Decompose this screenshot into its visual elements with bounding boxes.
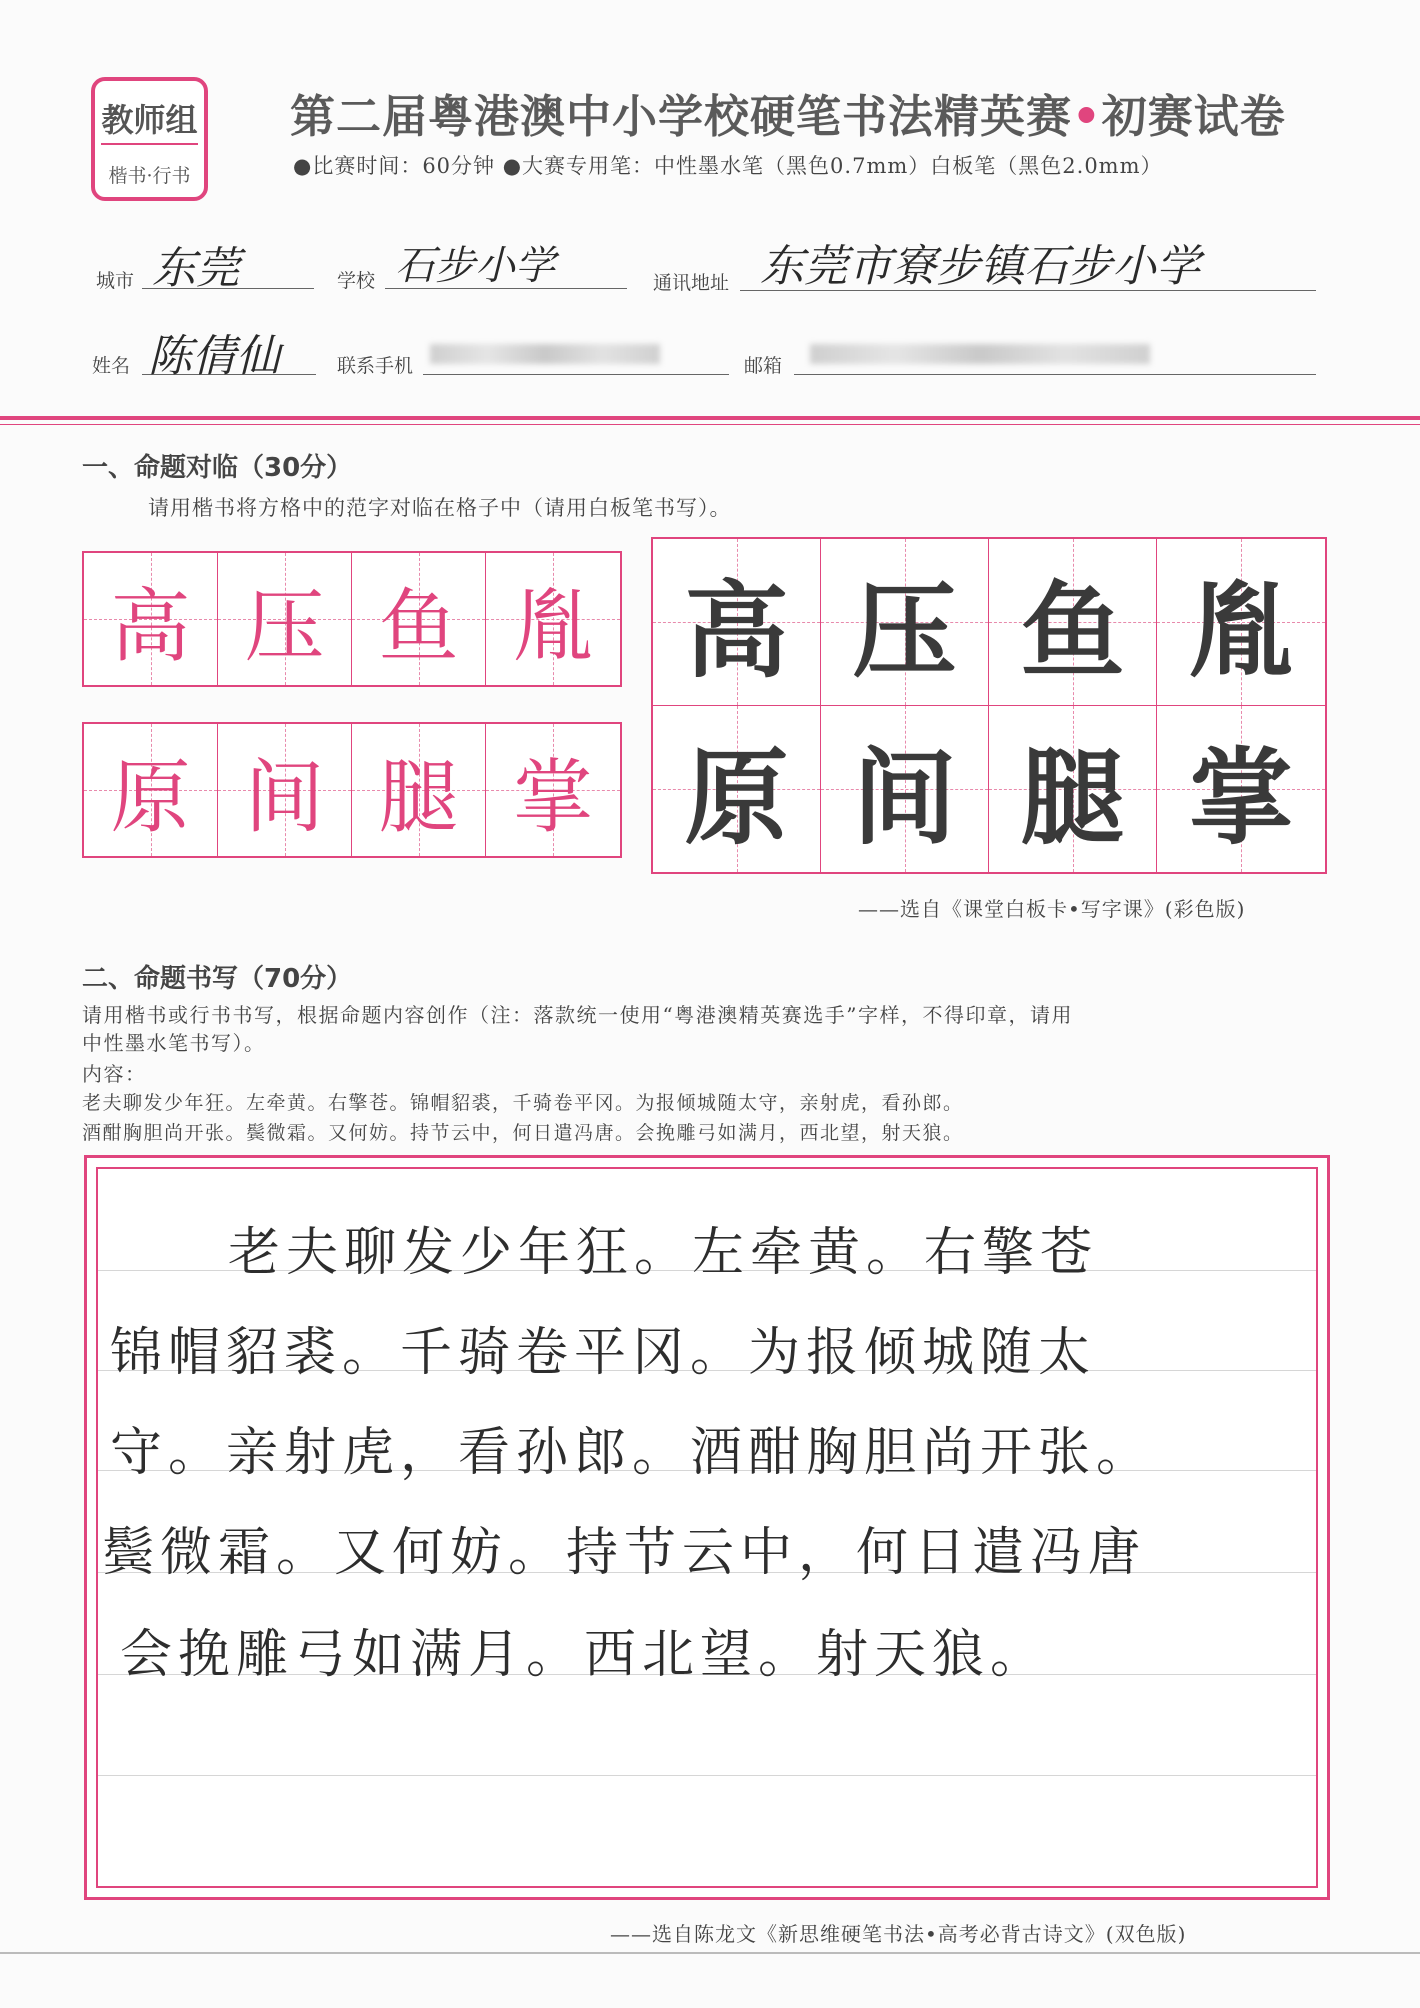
copy-char: 原	[110, 750, 191, 844]
model-char: 间	[852, 736, 957, 859]
copy-grid-row2[interactable]	[82, 722, 622, 858]
grid-cell[interactable]	[352, 553, 486, 685]
name-label: 姓名	[92, 355, 131, 377]
grid-cell[interactable]	[352, 724, 486, 856]
city-value[interactable]: 东莞	[152, 243, 240, 294]
header-rule-thick	[0, 416, 1420, 420]
model-cell	[653, 706, 821, 872]
handwriting-line-1: 老夫聊发少年狂。左牵黄。右擎苍	[228, 1223, 1099, 1283]
section1-instruction: 请用楷书将方格中的范字对临在格子中（请用白板笔书写）。	[148, 496, 732, 520]
school-label: 学校	[337, 270, 376, 292]
footer-rule	[0, 1952, 1420, 1954]
phone-line	[423, 374, 729, 375]
model-char: 压	[852, 569, 957, 692]
grid-cell[interactable]	[218, 724, 352, 856]
page-title	[290, 80, 1286, 145]
handwriting-line-3: 守。亲射虎，看孙郎。酒酣胸胆尚开张。	[110, 1423, 1155, 1483]
copy-grid-row1[interactable]	[82, 551, 622, 687]
header-rule-thin	[0, 424, 1420, 425]
email-label: 邮箱	[744, 355, 783, 377]
model-char: 鱼	[1020, 569, 1125, 692]
address-label: 通讯地址	[653, 272, 730, 294]
handwriting-line-5: 会挽雕弓如满月。西北望。射天狼。	[120, 1625, 1049, 1685]
grid-cell[interactable]	[486, 553, 620, 685]
section2-instruction-1: 请用楷书或行书书写，根据命题内容创作（注：落款统一使用“粤港澳精英赛选手”字样，不得印章，请用	[82, 1003, 1073, 1027]
copy-char: 胤	[513, 579, 593, 673]
group-badge	[91, 77, 208, 201]
city-label: 城市	[96, 270, 135, 292]
section2-source: ——选自陈龙文《新思维硬笔书法•高考必背古诗文》(双色版)	[610, 1922, 1187, 1946]
model-char: 高	[684, 569, 789, 692]
email-redacted	[810, 344, 1150, 364]
email-line	[794, 374, 1316, 375]
badge-divider	[101, 143, 198, 145]
grid-cell[interactable]	[84, 724, 218, 856]
section1-source: ——选自《课堂白板卡•写字课》(彩色版)	[858, 897, 1246, 921]
copy-char: 间	[244, 750, 325, 844]
model-char: 胤	[1188, 569, 1293, 692]
title-separator: •	[1072, 90, 1102, 143]
group-name: 教师组	[101, 101, 198, 139]
content-label: 内容：	[82, 1062, 147, 1086]
model-char: 原	[684, 736, 789, 859]
copy-char: 腿	[378, 750, 459, 844]
copy-char: 压	[244, 579, 325, 673]
writing-line	[98, 1775, 1316, 1776]
section2-title: 二、命题书写（70分）	[82, 964, 353, 994]
content-line-1: 老夫聊发少年狂。左牵黄。右擎苍。锦帽貂裘，千骑卷平冈。为报倾城随太守，亲射虎，看孙郎。	[82, 1092, 964, 1114]
pens-label: ●大赛专用笔：中性墨水笔（黑色0.7mm）白板笔（黑色2.0mm）	[502, 154, 1163, 178]
model-row2	[653, 706, 1325, 872]
name-value[interactable]: 陈倩仙	[148, 331, 280, 382]
group-styles: 楷书·行书	[108, 165, 191, 187]
model-cell	[1157, 706, 1325, 872]
title-main: 第二届粤港澳中小学校硬笔书法精英赛	[290, 90, 1073, 143]
model-cell	[989, 706, 1157, 872]
copy-char: 掌	[513, 750, 593, 844]
exam-info	[293, 150, 1163, 180]
section2-instruction-2: 中性墨水笔书写）。	[82, 1031, 266, 1055]
model-cell	[821, 706, 989, 872]
school-value[interactable]: 石步小学	[395, 243, 555, 289]
address-value[interactable]: 东莞市寮步镇石步小学	[760, 241, 1200, 292]
phone-redacted	[430, 344, 660, 364]
model-grid	[651, 537, 1327, 874]
grid-cell[interactable]	[218, 553, 352, 685]
phone-label: 联系手机	[337, 355, 414, 377]
grid-cell[interactable]	[84, 553, 218, 685]
model-char: 腿	[1020, 736, 1125, 859]
model-cell	[989, 539, 1157, 705]
content-line-2: 酒酣胸胆尚开张。鬓微霜。又何妨。持节云中，何日遣冯唐。会挽雕弓如满月，西北望，射天狼。	[82, 1122, 964, 1144]
copy-char: 高	[110, 579, 191, 673]
time-label: ●比赛时间：60分钟	[293, 154, 496, 178]
section1-title: 一、命题对临（30分）	[82, 453, 353, 483]
model-row1	[653, 539, 1325, 706]
title-sub: 初赛试卷	[1101, 90, 1286, 143]
model-cell	[653, 539, 821, 705]
model-cell	[1157, 539, 1325, 705]
copy-char: 鱼	[378, 579, 459, 673]
model-char: 掌	[1188, 736, 1293, 859]
model-cell	[821, 539, 989, 705]
handwriting-line-2: 锦帽貂裘。千骑卷平冈。为报倾城随太	[110, 1323, 1097, 1383]
grid-cell[interactable]	[486, 724, 620, 856]
handwriting-line-4: 鬓微霜。又何妨。持节云中，何日遣冯唐	[102, 1523, 1147, 1583]
